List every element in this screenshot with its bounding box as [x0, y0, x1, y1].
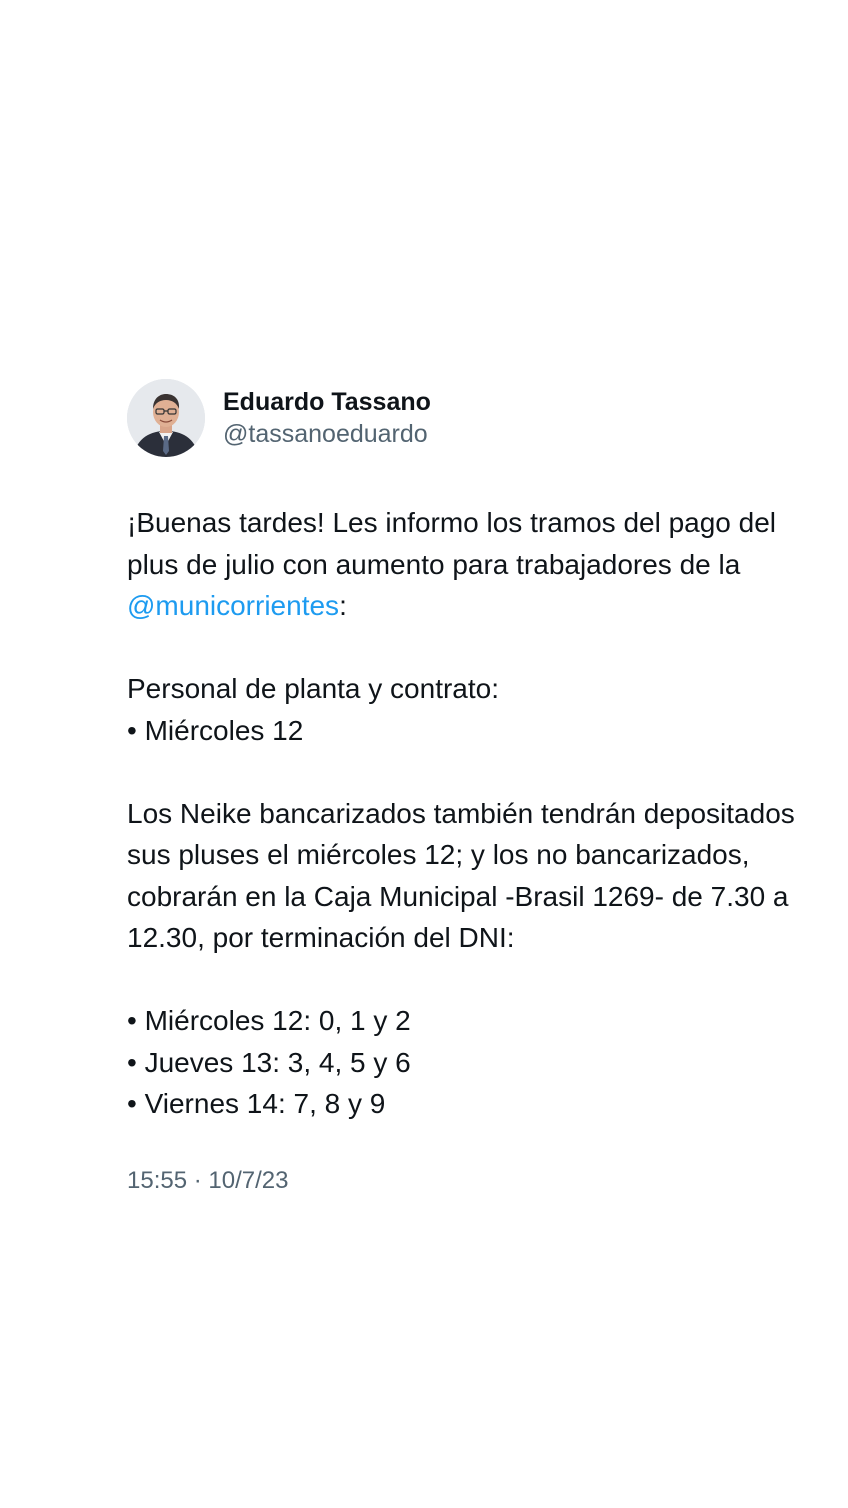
- tweet-text: [127, 502, 807, 1125]
- staff-heading: Personal de planta y contrato:: [127, 673, 500, 704]
- author-names: [223, 386, 431, 450]
- author-handle[interactable]: @tassanoeduardo: [223, 420, 428, 448]
- tweet-paragraph-intro: [127, 502, 807, 627]
- paragraph-gap: [127, 959, 807, 1001]
- tweet-card: [127, 378, 807, 1197]
- schedule-item: • Jueves 13: 3, 4, 5 y 6: [127, 1046, 411, 1078]
- schedule-item: • Miércoles 12: 0, 1 y 2: [127, 1005, 411, 1036]
- paragraph-gap: [127, 627, 807, 669]
- paragraph-gap: [127, 751, 807, 793]
- mention-link[interactable]: @municorrientes: [127, 590, 340, 621]
- schedule-item: • Viernes 14: 7, 8 y 9: [127, 1088, 386, 1119]
- tweet-paragraph-neike: Los Neike bancarizados también tendrán depositados sus pluses el miércoles 12; y los no bancarizados, cobrarán en la Caja Municipal -Brasil 1269- de 7.30 a 12.30, por terminación del DNI:: [127, 797, 795, 953]
- intro-text: ¡Buenas tardes! Les informo los tramos del pago del plus de julio con aumento para trabajadores de la: [127, 507, 777, 580]
- tweet-header: [127, 378, 807, 458]
- author-display-name[interactable]: Eduardo Tassano: [223, 388, 431, 416]
- avatar[interactable]: [127, 379, 205, 457]
- tweet-timestamp[interactable]: 15:55 · 10/7/23: [127, 1166, 289, 1194]
- person-portrait-avatar-icon: [127, 379, 205, 457]
- staff-item: • Miércoles 12: [127, 714, 304, 746]
- intro-colon: :: [339, 590, 347, 621]
